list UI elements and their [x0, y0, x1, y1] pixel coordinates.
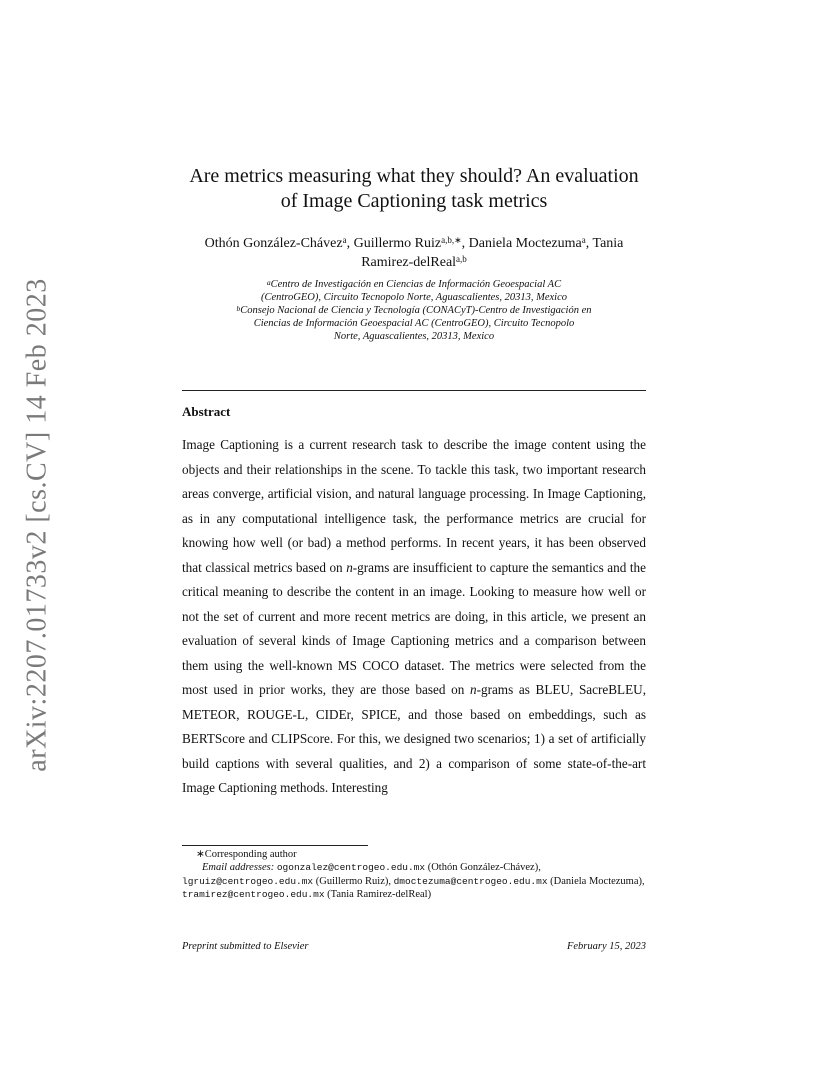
- footnote: [182, 848, 646, 901]
- email-owner: (Othón González-Chávez),: [427, 862, 541, 874]
- affil-mark: b: [236, 304, 241, 313]
- email-address[interactable]: ogonzalez@centrogeo.edu.mx: [276, 862, 426, 874]
- email-owner: (Tania Ramirez-delReal): [327, 888, 432, 900]
- footer-date: February 15, 2023: [566, 941, 646, 952]
- email-address[interactable]: dmoctezuma@centrogeo.edu.mx: [393, 875, 548, 887]
- footnote-rule: [182, 845, 368, 846]
- title-line-1: Are metrics measuring what they should? An evaluation: [189, 165, 639, 187]
- affil-b-line-1: Consejo Nacional de Ciencia y Tecnología (CONACyT)-Centro de Investigación en: [240, 305, 592, 316]
- author-name: Guillermo Ruiz: [353, 236, 442, 251]
- affil-a-line-2: (CentroGEO), Circuito Tecnopolo Norte, Aguascalientes, 20313, Mexico: [260, 292, 568, 303]
- author-list: Othón González-Chávez$^a$, Guillermo Ruiz$^{a,b,∗}$, Daniela Moctezuma$^a$, Tania Ramirez-delReal$^{a,b}$: [204, 235, 624, 270]
- corresponding-author-note: ∗Corresponding author: [196, 849, 297, 860]
- email-owner: (Guillermo Ruiz),: [315, 875, 391, 887]
- header-rule: [182, 390, 646, 391]
- abstract-part-3: -grams as BLEU, SacreBLEU, METEOR, ROUGE-L, CIDEr, SPICE, and those based on embeddings, such as BERTScore and CLIPScore. For this, we designed two scenarios; 1) a set of artificially build captions with several qualities, and 2) a comparison of some state-of-the-art Image Captioning methods. Interesting: [182, 682, 646, 795]
- author-sup: a,b,∗: [441, 235, 462, 245]
- affil-a-line-1: Centro de Investigación en Ciencias de Información Geoespacial AC: [270, 279, 562, 290]
- author-name: Othón González-Chávez: [204, 236, 343, 251]
- author-last-name: Ramirez-delReal: [361, 255, 457, 270]
- author-sup: a,b: [456, 254, 467, 264]
- title-line-2: of Image Captioning task metrics: [280, 190, 548, 212]
- abstract-part-1: Image Captioning is a current research task to describe the image content using the objects and their relationships in the scene. To tackle this task, two important research areas converge, artificial vision, and natural language processing. In Image Captioning, as in any computational intelligence task, the performance metrics are crucial for knowing how well (or bad) a method performs. In recent years, it has been observed that classical metrics based on: [182, 437, 646, 575]
- author-sup: a: [581, 235, 586, 245]
- arxiv-stamp: [16, 278, 60, 772]
- email-address[interactable]: tramirez@centrogeo.edu.mx: [182, 888, 325, 900]
- email-owner: (Daniela Moctezuma),: [550, 875, 645, 887]
- affil-b-line-2: Ciencias de Información Geoespacial AC (CentroGEO), Circuito Tecnopolo: [253, 318, 575, 329]
- author-sup: a: [342, 235, 347, 245]
- affiliations: [182, 278, 646, 343]
- abstract-heading: Abstract: [182, 404, 231, 419]
- author-name: Daniela Moctezuma: [468, 236, 582, 251]
- affil-b-line-3: Norte, Aguascalientes, 20313, Mexico: [333, 331, 495, 342]
- abstract-part-2: -grams are insufficient to capture the semantics and the critical meaning to describe the content in an image. Looking to measure how well or not the set of current and more recent metrics are doing, in this article, we present an evaluation of several kinds of Image Captioning metrics and a comparison between them using the well-known MS COCO dataset. The metrics were selected from the most used in prior works, they are those based on: [182, 559, 646, 697]
- author-first-name: Tania: [592, 236, 624, 251]
- footer-preprint-note: Preprint submitted to Elsevier: [182, 941, 309, 952]
- arxiv-stamp-text: arXiv:2207.01733v2 [cs.CV] 14 Feb 2023: [22, 278, 53, 772]
- email-label: Email addresses:: [202, 862, 275, 874]
- abstract-math-n: n: [346, 559, 353, 575]
- paper-title: [150, 164, 678, 214]
- affil-mark: a: [266, 278, 271, 287]
- abstract-body: [182, 433, 646, 801]
- abstract-math-n: n: [469, 682, 477, 697]
- email-address[interactable]: lgruiz@centrogeo.edu.mx: [182, 875, 314, 887]
